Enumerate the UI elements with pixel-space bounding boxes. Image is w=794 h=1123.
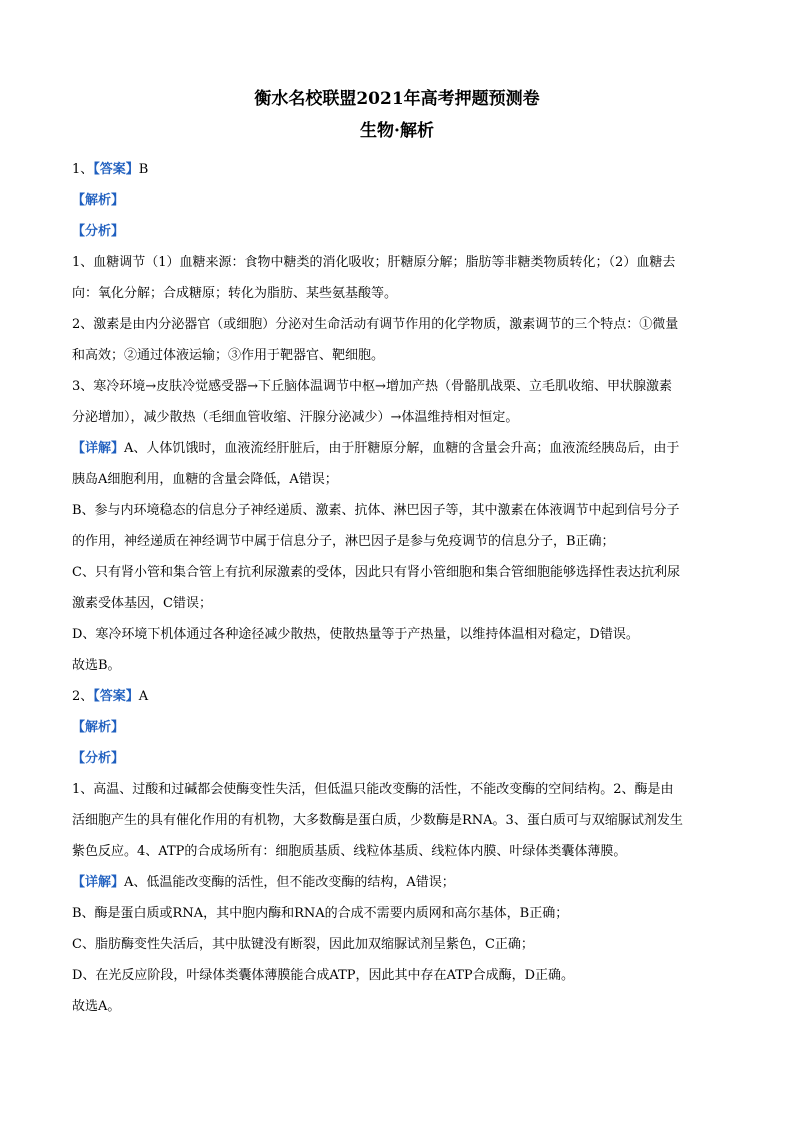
detail-line	[72, 867, 722, 898]
conclusion-line: 故选A。	[72, 999, 121, 1014]
conclusion-line: 故选B。	[72, 658, 121, 673]
question-number: 1、	[72, 162, 94, 177]
detail-text: A、人体饥饿时，血液流经肝脏后，由于肝糖原分解，血糖的含量会升高；血液流经胰岛后，由于	[124, 441, 680, 456]
answer-tag: 【答案】	[93, 162, 139, 177]
detail-line: 的作用，神经递质在神经调节中属于信息分子，淋巴因子是参与免疫调节的信息分子，B正确；	[72, 534, 615, 549]
document-page	[72, 84, 722, 1022]
answer-value: A	[138, 689, 149, 704]
document-title: 衡水名校联盟2021年高考押题预测卷	[254, 89, 540, 109]
answer-value: B	[138, 162, 149, 177]
answer-tag: 【答案】	[93, 689, 139, 704]
fenxi-tag: 【分析】	[72, 224, 125, 239]
detail-line: D、在光反应阶段，叶绿体类囊体薄膜能合成ATP，因此其中存在ATP合成酶，D正确。	[72, 968, 575, 983]
analysis-heading	[72, 712, 722, 743]
answer-line	[72, 681, 722, 712]
detail-line: B、酶是蛋白质或RNA，其中胞内酶和RNA的合成不需要内质网和高尔基体，B正确；	[72, 906, 569, 921]
detail-line	[72, 433, 722, 464]
detail-line: B、参与内环境稳态的信息分子神经递质、激素、抗体、淋巴因子等，其中激素在体液调节中起到信号分子	[72, 503, 680, 518]
fenxi-line: 活细胞产生的具有催化作用的有机物，大多数酶是蛋白质，少数酶是RNA。3、蛋白质可与双缩脲试剂发生	[72, 813, 683, 828]
fenxi-line: 向：氧化分解；合成糖原；转化为脂肪、某些氨基酸等。	[72, 286, 398, 301]
detail-line: C、只有肾小管和集合管上有抗利尿激素的受体，因此只有肾小管细胞和集合管细胞能够选择性表达抗利尿	[72, 565, 680, 580]
fenxi-line: 紫色反应。4、ATP的合成场所有：细胞质基质、线粒体基质、线粒体内膜、叶绿体类囊体薄膜。	[72, 844, 627, 859]
analysis-tag: 【解析】	[72, 720, 125, 735]
fenxi-line: 分泌增加），减少散热（毛细血管收缩、汗腺分泌减少）→体温维持相对恒定。	[72, 410, 519, 425]
detail-line: 激素受体基因，C错误；	[72, 596, 212, 611]
detail-line: C、脂肪酶变性失活后，其中肽键没有断裂，因此加双缩脲试剂呈紫色，C正确；	[72, 937, 534, 952]
fenxi-line: 2、激素是由内分泌器官（或细胞）分泌对生命活动有调节作用的化学物质，激素调节的三个特点：①微量	[72, 317, 679, 332]
question-number: 2、	[72, 689, 94, 704]
fenxi-heading	[72, 216, 722, 247]
fenxi-line: 1、血糖调节（1）血糖来源：食物中糖类的消化吸收；肝糖原分解；脂肪等非糖类物质转化；（2）血糖去	[72, 255, 676, 270]
fenxi-line: 1、高温、过酸和过碱都会使酶变性失活，但低温只能改变酶的活性，不能改变酶的空间结构。2、酶是由	[72, 782, 674, 797]
question-2	[72, 681, 722, 1022]
detail-tag: 【详解】	[72, 875, 125, 890]
document-subtitle: 生物·解析	[360, 121, 434, 141]
answer-line	[72, 154, 722, 185]
detail-line: D、寒冷环境下机体通过各种途径减少散热，使散热量等于产热量，以维持体温相对稳定，D错误。	[72, 627, 639, 642]
detail-text: A、低温能改变酶的活性，但不能改变酶的结构，A错误；	[124, 875, 455, 890]
analysis-tag: 【解析】	[72, 193, 125, 208]
analysis-heading	[72, 185, 722, 216]
fenxi-line: 和高效；②通过体液运输；③作用于靶器官、靶细胞。	[72, 348, 385, 363]
detail-tag: 【详解】	[72, 441, 125, 456]
fenxi-heading	[72, 743, 722, 774]
question-1	[72, 154, 722, 681]
fenxi-line: 3、寒冷环境→皮肤冷觉感受器→下丘脑体温调节中枢→增加产热（骨骼肌战栗、立毛肌收缩、甲状腺激素	[72, 379, 672, 394]
detail-line: 胰岛A细胞利用，血糖的含量会降低，A错误；	[72, 472, 338, 487]
fenxi-tag: 【分析】	[72, 751, 125, 766]
